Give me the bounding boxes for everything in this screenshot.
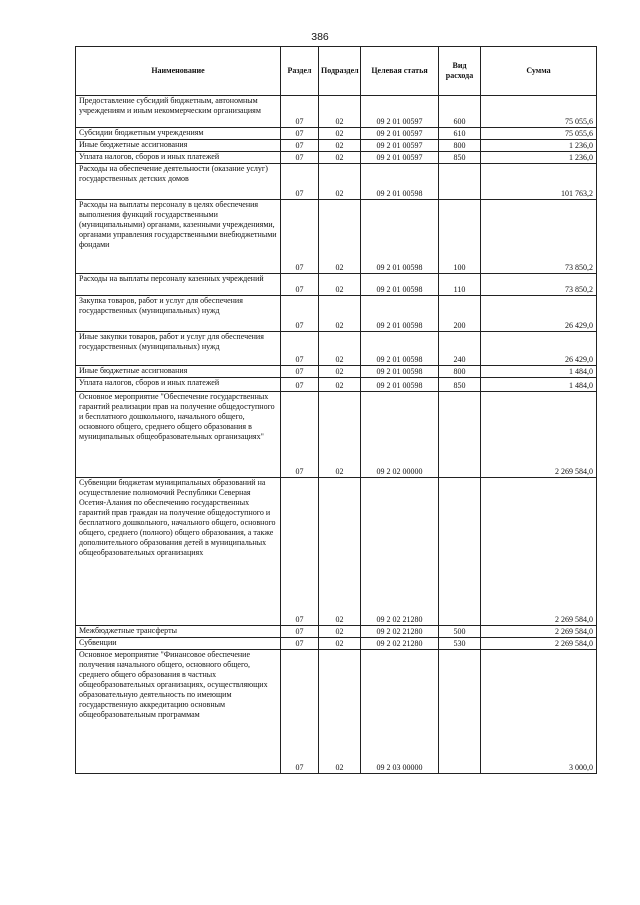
row-section: 07 [281, 152, 319, 164]
table-row [76, 296, 597, 332]
table-row [76, 392, 597, 478]
row-amount: 2 269 584,0 [481, 626, 597, 638]
table-row [76, 638, 597, 650]
row-section: 07 [281, 378, 319, 392]
row-section: 07 [281, 626, 319, 638]
row-subsection: 02 [319, 478, 361, 626]
row-section: 07 [281, 140, 319, 152]
row-name: Уплата налогов, сборов и иных платежей [76, 152, 281, 164]
row-target: 09 2 01 00598 [361, 378, 439, 392]
row-expense-type: 610 [439, 128, 481, 140]
table-row [76, 650, 597, 774]
table-row [76, 96, 597, 128]
row-target: 09 2 01 00598 [361, 200, 439, 274]
row-amount: 26 429,0 [481, 332, 597, 366]
header-name: Наименование [76, 47, 281, 96]
row-name: Закупка товаров, работ и услуг для обеспечения государственных (муниципальных) нужд [76, 296, 281, 332]
row-name: Уплата налогов, сборов и иных платежей [76, 378, 281, 392]
row-section: 07 [281, 650, 319, 774]
row-section: 07 [281, 332, 319, 366]
row-amount: 26 429,0 [481, 296, 597, 332]
row-subsection: 02 [319, 378, 361, 392]
row-name: Субвенции [76, 638, 281, 650]
row-expense-type: 850 [439, 378, 481, 392]
row-target: 09 2 02 21280 [361, 638, 439, 650]
row-amount: 75 055,6 [481, 96, 597, 128]
row-amount: 73 850,2 [481, 200, 597, 274]
header-section: Раздел [281, 47, 319, 96]
row-target: 09 2 01 00598 [361, 296, 439, 332]
row-name: Иные закупки товаров, работ и услуг для обеспечения государственных (муниципальных) нужд [76, 332, 281, 366]
row-amount: 101 763,2 [481, 164, 597, 200]
header-amount: Сумма [481, 47, 597, 96]
table-row [76, 164, 597, 200]
row-amount: 1 484,0 [481, 378, 597, 392]
row-subsection: 02 [319, 366, 361, 378]
row-amount: 2 269 584,0 [481, 392, 597, 478]
row-expense-type: 200 [439, 296, 481, 332]
row-name: Иные бюджетные ассигнования [76, 366, 281, 378]
row-section: 07 [281, 200, 319, 274]
row-subsection: 02 [319, 274, 361, 296]
row-target: 09 2 01 00598 [361, 366, 439, 378]
row-subsection: 02 [319, 96, 361, 128]
row-target: 09 2 01 00598 [361, 332, 439, 366]
row-subsection: 02 [319, 296, 361, 332]
row-target: 09 2 01 00597 [361, 140, 439, 152]
row-expense-type: 110 [439, 274, 481, 296]
row-expense-type: 530 [439, 638, 481, 650]
table-row [76, 626, 597, 638]
row-name: Расходы на выплаты персоналу в целях обеспечения выполнения функций государственными (муниципальными) органами, казенными учреждениями, органами управления государственными внебюджетными фондами [76, 200, 281, 274]
row-section: 07 [281, 366, 319, 378]
row-target: 09 2 02 21280 [361, 478, 439, 626]
row-expense-type: 100 [439, 200, 481, 274]
row-expense-type [439, 650, 481, 774]
row-amount: 75 055,6 [481, 128, 597, 140]
row-expense-type: 850 [439, 152, 481, 164]
row-section: 07 [281, 392, 319, 478]
table-row [76, 140, 597, 152]
row-section: 07 [281, 478, 319, 626]
row-name: Расходы на обеспечение деятельности (оказание услуг) государственных детских домов [76, 164, 281, 200]
row-amount: 3 000,0 [481, 650, 597, 774]
row-amount: 2 269 584,0 [481, 478, 597, 626]
row-expense-type: 800 [439, 366, 481, 378]
row-expense-type [439, 478, 481, 626]
row-subsection: 02 [319, 140, 361, 152]
row-subsection: 02 [319, 650, 361, 774]
row-target: 09 2 02 00000 [361, 392, 439, 478]
row-subsection: 02 [319, 128, 361, 140]
row-target: 09 2 01 00598 [361, 274, 439, 296]
row-subsection: 02 [319, 200, 361, 274]
row-name: Предоставление субсидий бюджетным, автономным учреждениям и иным некоммерческим организациям [76, 96, 281, 128]
row-expense-type [439, 392, 481, 478]
table-row [76, 152, 597, 164]
row-amount: 73 850,2 [481, 274, 597, 296]
row-target: 09 2 01 00598 [361, 164, 439, 200]
row-amount: 2 269 584,0 [481, 638, 597, 650]
row-target: 09 2 02 21280 [361, 626, 439, 638]
header-subsection: Подраздел [319, 47, 361, 96]
table-row [76, 128, 597, 140]
row-name: Основное мероприятие "Обеспечение государственных гарантий реализации прав на получение общедоступного и бесплатного дошкольного, начального общего, основного общего, среднего общего образования в муниципальных общеобразовательных организациях" [76, 392, 281, 478]
row-target: 09 2 03 00000 [361, 650, 439, 774]
table-row [76, 378, 597, 392]
row-name: Основное мероприятие "Финансовое обеспечение получения начального общего, основного общего, среднего общего образования в частных общеобразовательных организациях, осуществляющих образовательную деятельность по имеющим государственную аккредитацию основным общеобразовательным программам [76, 650, 281, 774]
table-row [76, 366, 597, 378]
row-section: 07 [281, 128, 319, 140]
row-subsection: 02 [319, 638, 361, 650]
row-subsection: 02 [319, 152, 361, 164]
row-section: 07 [281, 96, 319, 128]
table-row [76, 274, 597, 296]
page-number: 386 [311, 31, 329, 43]
table-row [76, 200, 597, 274]
row-amount: 1 484,0 [481, 366, 597, 378]
row-expense-type [439, 164, 481, 200]
row-section: 07 [281, 638, 319, 650]
row-subsection: 02 [319, 626, 361, 638]
row-section: 07 [281, 296, 319, 332]
header-target: Целевая статья [361, 47, 439, 96]
table-header-row [76, 47, 597, 96]
budget-table [75, 46, 597, 774]
row-amount: 1 236,0 [481, 152, 597, 164]
row-amount: 1 236,0 [481, 140, 597, 152]
row-name: Субсидии бюджетным учреждениям [76, 128, 281, 140]
row-subsection: 02 [319, 392, 361, 478]
row-subsection: 02 [319, 332, 361, 366]
row-subsection: 02 [319, 164, 361, 200]
row-name: Межбюджетные трансферты [76, 626, 281, 638]
row-expense-type: 800 [439, 140, 481, 152]
row-name: Субвенции бюджетам муниципальных образований на осуществление полномочий Республики Северная Осетия-Алания по обеспечению государственных гарантий прав граждан на получение общедоступного и бесплатного дошкольного, начального общего, основного общего, среднего (полного) общего образования, а также дополнительного образования детей в муниципальных общеобразовательных организациях [76, 478, 281, 626]
header-expense-type: Вид расхода [439, 47, 481, 96]
row-section: 07 [281, 164, 319, 200]
row-name: Иные бюджетные ассигнования [76, 140, 281, 152]
row-target: 09 2 01 00597 [361, 128, 439, 140]
row-name: Расходы на выплаты персоналу казенных учреждений [76, 274, 281, 296]
row-target: 09 2 01 00597 [361, 152, 439, 164]
row-expense-type: 500 [439, 626, 481, 638]
table-row [76, 478, 597, 626]
row-target: 09 2 01 00597 [361, 96, 439, 128]
row-section: 07 [281, 274, 319, 296]
row-expense-type: 600 [439, 96, 481, 128]
table-row [76, 332, 597, 366]
row-expense-type: 240 [439, 332, 481, 366]
